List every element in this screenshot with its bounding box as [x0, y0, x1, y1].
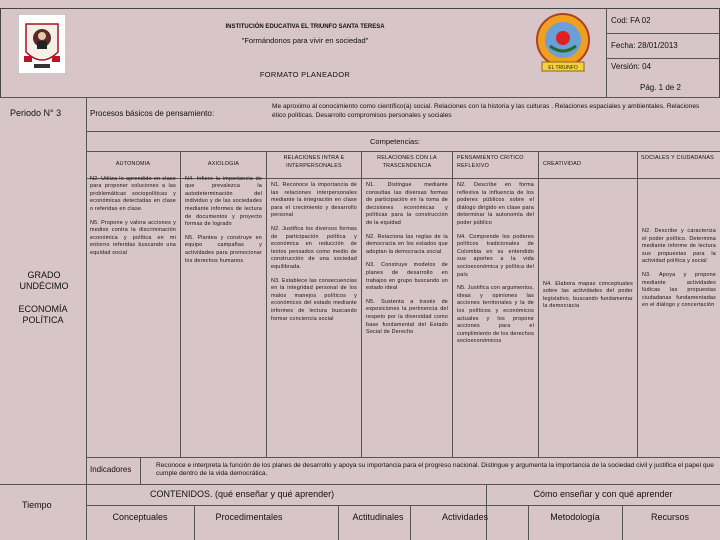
column-body	[362, 178, 452, 337]
grade-label: GRADO UNDÉCIMO	[19, 270, 69, 291]
list-item: N3. Apoya y propone mediante actividades lúdicas las propuestas ciudadanas fundamentadas en el diálogo y concertación	[642, 271, 716, 309]
period-label: Periodo N° 3	[10, 108, 62, 118]
list-item: N3. Construye modelos de planes de desarrollo en trabajos en grupo buscando un estado ideal	[366, 262, 448, 292]
column-title: RELACIONES INTRA E INTERPERSONALES	[283, 155, 345, 169]
right-logo-icon	[528, 12, 598, 74]
doc-code: Cod: FA 02	[611, 16, 651, 25]
right-logo-text: EL TRIUNFO	[548, 65, 578, 71]
meta-divider-1	[606, 8, 607, 98]
list-item: N2. Describe en forma reflexiva la influencia de los poderes públicos sobre el diálogo dirigido en clase para determinar la autonomía del poder público	[457, 182, 534, 226]
row-line-contents	[0, 484, 720, 485]
column-axiologia	[180, 151, 266, 457]
institution-motto: "Formándonos para vivir en sociedad"	[241, 36, 369, 45]
subject-label: ECONOMÍA POLÍTICA	[18, 304, 68, 325]
header-recursos: Recursos	[650, 512, 689, 522]
column-body	[181, 169, 266, 266]
column-title: AUTONOMIA	[115, 161, 151, 167]
list-item: N5. Propone y valora acciones y medios contra la discriminación económica y política en mi entorno referidas buscando una equidad social	[90, 219, 176, 256]
row-line-indicators	[86, 457, 720, 458]
indicators-text: Reconoce e interpreta la función de los planes de desarrollo y apoya su importancia para el progreso nacional. Distingue y argumenta la importancia de la sociedad civil y justifica el papel que cumple dentro de la vida democrática.	[156, 462, 714, 477]
competencies-label: Competencias:	[370, 137, 421, 146]
institution-logo-right	[528, 12, 598, 74]
processes-label: Procesos básicos de pensamiento:	[90, 109, 215, 118]
doc-page: Pág. 1 de 2	[640, 83, 681, 92]
column-creatividad	[538, 151, 637, 457]
row-line-processes	[0, 97, 720, 98]
column-body	[453, 178, 538, 346]
column-title: SOCIALES Y CIUDADANAS	[641, 155, 714, 161]
column-body	[638, 178, 720, 310]
list-item: N4. Comprende los poderes políticos tradicionales de Colombia en su entendido sus aportes a la vida socioeconómica y política del país	[457, 233, 534, 278]
column-title: PENSAMIENTO CRITICO REFLEXIVO	[457, 155, 524, 169]
column-title: AXIOLOGIA	[207, 161, 240, 167]
sub-divider-2	[338, 505, 339, 540]
institution-logo-left	[18, 14, 66, 74]
column-body	[86, 169, 180, 258]
list-item: N2. Utiliza lo aprendido en clase para proponer soluciones a las problemáticas sociopolíticas y económicas detectadas en clase o referidas en clase.	[90, 175, 176, 212]
column-relaciones-intra	[266, 151, 361, 457]
list-item: N1. Reconoce la importancia de las relaciones interpersonales mediante la integración en clase para el crecimiento y desarrollo personal	[271, 182, 357, 219]
list-item: N1. Distingue mediante consultas las diversas formas de participación en la toma de decisiones económicas y políticas para la construcción de la equidad	[366, 182, 448, 226]
time-label: Tiempo	[22, 500, 52, 510]
contents-header: CONTENIDOS. (qué enseñar y qué aprender)	[150, 489, 335, 499]
list-item: N4. Elabora mapas conceptuales sobre las actividades del poder legislativo, buscando fundamentar la democracia	[543, 280, 633, 310]
column-sociales-ciudadanas	[637, 151, 720, 457]
meta-sep-1	[606, 33, 720, 34]
list-item: N5. Sustenta a través de exposiciones la pertinencia del respeto por la diversidad como base fundamental del Estado Social de Derecho	[366, 298, 448, 336]
list-item: N2. Describe y caracteriza el poder político. Determina mediante informe de lectura sus propuestas para la actividad política y social	[642, 228, 716, 265]
column-pensamiento-critico	[452, 151, 538, 457]
list-item: N2. Justifica los diversos formas de participación política y económica en reducción de textos pensados como medio de construcción de una sociedad equilibrada.	[271, 225, 357, 270]
indicators-divider	[140, 457, 141, 484]
column-title: RELACIONES CON LA TRASCENDENCIA	[377, 155, 437, 169]
column-body	[267, 178, 361, 323]
column-title: CREATIVIDAD	[543, 161, 582, 167]
meta-sep-2	[606, 58, 720, 59]
list-item: N3. Establece las consecuencias en la integridad personal de los malos manejos políticos y económicos del estado mediante informes de lectura buscando formar conciencia social	[271, 277, 357, 322]
processes-text: Me aproximo al conocimiento como científico(a) social. Relaciones con la historia y las culturas . Relaciones espaciales y ambientales. Relaciones ético políticas. Desarrollo compromisos personales y sociales	[272, 103, 700, 119]
list-item: N5. Plantea y construye en equipo campañas y actividades para promocionar los derechos humanos	[185, 234, 262, 264]
list-item: N5. Justifica con argumentos, ideas y opiniones las acciones territoriales y la de los políticos y económicos actuales y los propone acciones para el cumplimiento de los derechos socioeconómicos	[457, 285, 534, 345]
header-actividades: Actividades	[441, 512, 489, 522]
row-line-competencies	[86, 131, 720, 132]
header-procedimentales: Procedimentales	[215, 512, 283, 522]
how-header: Cómo enseñar y con qué aprender	[533, 489, 673, 499]
column-body	[539, 169, 637, 311]
list-item: N4. Infiere la importancia de que prevalezca la autodeterminación del individuo y de las sociedades mediante informes de lectura de documentos y proyecto formas de logrado	[185, 175, 262, 228]
row-line-subheaders	[86, 505, 720, 506]
institution-name: INSTITUCIÓN EDUCATIVA EL TRIUNFO SANTA TERESA	[225, 24, 385, 30]
left-logo-icon	[18, 14, 66, 74]
doc-version: Versión: 04	[611, 62, 652, 71]
header-conceptuales: Conceptuales	[112, 512, 168, 522]
list-item: N2. Relaciona las reglas de la democracia en los estados que adoptan la democracia social	[366, 233, 448, 255]
indicators-label: Indicadores	[90, 465, 132, 474]
doc-date: Fecha: 28/01/2013	[611, 41, 678, 50]
format-title: FORMATO PLANEADOR	[259, 70, 351, 79]
column-autonomia	[86, 151, 180, 457]
header-actitudinales: Actitudinales	[352, 512, 404, 522]
header-metodologia: Metodología	[550, 512, 600, 522]
column-trascendencia	[361, 151, 452, 457]
